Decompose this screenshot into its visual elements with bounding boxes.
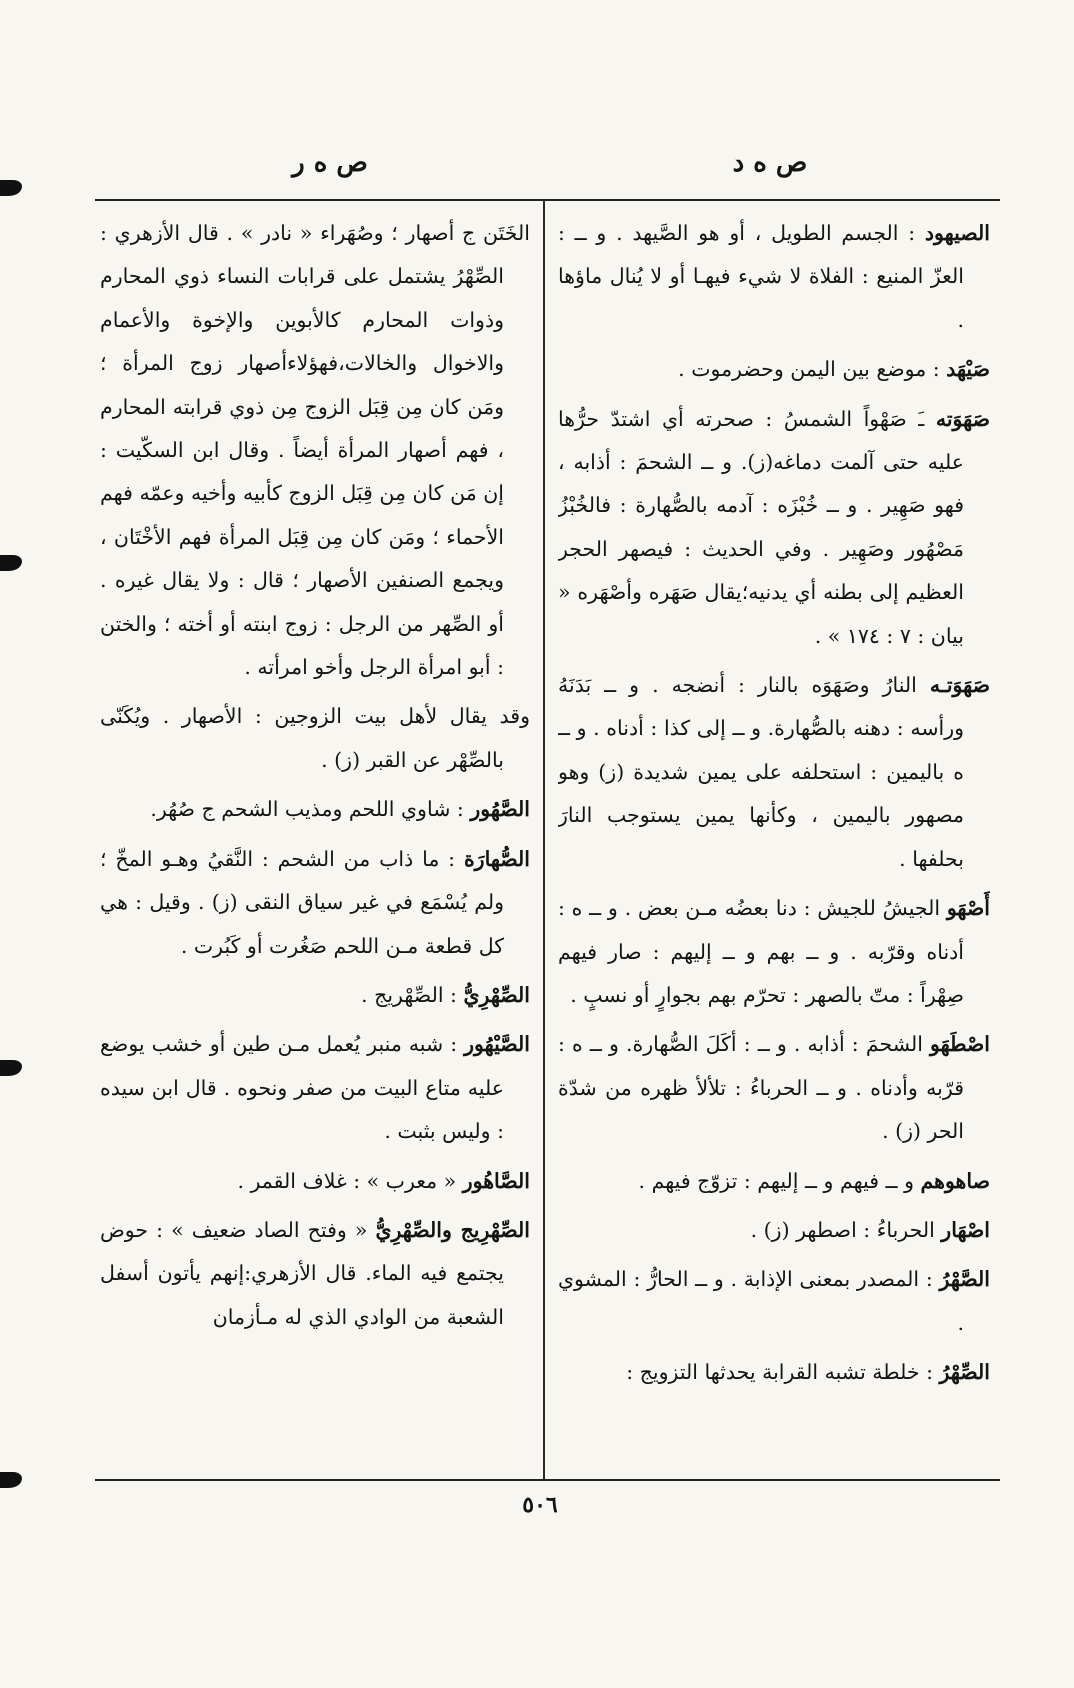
entry (558, 348, 990, 391)
entry-definition: الجيشُ للجيش : دنا بعضُه مـن بعض . و ــ ه : أدناه وقرّبه . و ــ بهم و ــ إليهم : صار فيهم صِهْراً : متّ بالصهر : تحرّم بهم بجوارٍ أو نسبٍ . (558, 896, 964, 1007)
entry-headword: صَيْهَد (946, 357, 990, 382)
entry (100, 1023, 530, 1153)
running-header-left: ص ه ر (292, 148, 368, 178)
entry-headword: الصَّهُور (470, 797, 530, 822)
entry-headword: الصيهود (924, 221, 990, 245)
entry-definition: الشحمَ : أذابه . و ــ : أكَلَ الصُّهارة. و ــ ه : قرّبه وأدناه . و ــ الحرباءُ : تلألأ ظهره من شدّة الحر (ز) . (558, 1032, 964, 1144)
entry-definition: ـَ صَهْواً الشمسُ : صحرته أي اشتدّ حرُّها عليه حتى آلمت دماغه(ز). و ــ الشحمَ : أذابه ، فهو صَهِير . و ــ خُبْزَه : آدمه بالصُّهارة : فالخُبْزُ مَصْهُور وصَهِير . وفي الحديث : فيصهر الحجر العظيم إلى بطنه أي يدنيه؛يقال صَهَره وأصْهَره « بيان : ٧ : ١٧٤ » . (558, 406, 964, 648)
entry (100, 1160, 530, 1203)
entry-headword: أَصْهَو (946, 896, 990, 921)
entry (100, 974, 530, 1017)
entry (100, 695, 530, 782)
entry (100, 788, 530, 831)
entry-headword: صَهَوَته (935, 406, 990, 431)
entry-definition: و ــ فيهم و ــ إليهم : تزوّج فيهم . (638, 1168, 921, 1193)
entry (558, 1351, 990, 1394)
entry (558, 1023, 990, 1153)
running-header-right: ص ه د (732, 148, 808, 178)
entry (558, 887, 990, 1017)
entry-definition: : ما ذاب من الشحم : النَّقيُ وهـو المخّ ؛ ولم يُسْمَع في غير سياق النقى (ز) . وقيل : هي كل قطعة مـن اللحم صَغُرت أو كَبُرت . (100, 846, 504, 958)
entry-definition: : الجسم الطويل ، أو هو الصَّيهد . و ــ : العزّ المنيع : الفلاة لا شيء فيهـا أو لا يُنال ماؤها . (558, 221, 964, 332)
entry (558, 1209, 990, 1252)
entry (558, 1160, 990, 1203)
right-column (558, 212, 990, 1472)
entry-headword: اصْطَهَو (930, 1032, 990, 1057)
top-rule (95, 199, 1000, 201)
entry-headword: الصِّهْرِيُّ (463, 982, 530, 1007)
entry (100, 1209, 530, 1339)
entry-definition: وقد يقال لأهل بيت الزوجين : الأصهار . ويُكَنّى بالصِّهْر عن القبر (ز) . (100, 704, 530, 772)
entry-definition: النارُ وصَهَوَه بالنار : أنضجه . و ــ بَدَنَهُ ورأسه : دهنه بالصُّهارة. و ــ إلى كذا : أدناه . و ــ ه باليمين : استحلفه على يمين شديدة (ز) وهو مصهور باليمين ، وكأنها يمين يستوجب النارَ بحلفها . (558, 673, 964, 871)
entry (100, 212, 530, 689)
entry-headword: اصْهَار (941, 1217, 990, 1242)
entry-definition: : خلطة تشبه القرابة يحدثها التزويج : (626, 1360, 940, 1385)
entry (558, 398, 990, 658)
column-divider (543, 200, 545, 1480)
entry-definition: : موضع بين اليمن وحضرموت . (678, 357, 947, 382)
entry-headword: صاهوهم (920, 1168, 990, 1193)
entry-headword: الصَّهْرُ (939, 1267, 990, 1292)
scan-edge-mark (0, 1472, 22, 1488)
scan-edge-mark (0, 180, 22, 196)
entry-headword: الصَّاهُور (462, 1168, 530, 1193)
entry-headword: الصِّهْرِيج والصِّهْرِيُّ (375, 1217, 530, 1242)
page-number: ٥٠٦ (522, 1492, 558, 1518)
entry-definition: « وفتح الصاد ضعيف » : حوض يجتمع فيه الماء. قال الأزهري:إنهم يأتون أسفل الشعبة من الوادي الذي له مـأزمان (100, 1217, 504, 1329)
entry-headword: الصُّهارَة (463, 846, 530, 871)
scan-edge-mark (0, 1060, 22, 1076)
entry (558, 664, 990, 881)
entry-definition: : شبه منبر يُعمل مـن طين أو خشب يوضع عليه متاع البيت من صفر ونحوه . قال ابن سيده : وليس بثبت . (100, 1032, 504, 1144)
entry-headword: صَهَوَتـه (929, 673, 990, 698)
left-column (100, 212, 530, 1472)
entry-headword: الصِّهْرُ (939, 1360, 990, 1385)
entry-definition: : المصدر بمعنى الإذابة . و ــ الحارُّ : المشوي . (558, 1267, 964, 1335)
entry-headword: الصَّيْهُور (464, 1032, 530, 1057)
entry-definition: الخَتَن ج أصهار ؛ وصُهَراء « نادر » . قال الأزهري : الصِّهْرُ يشتمل على قرابات النساء ذوي المحارم وذوات المحارم كالأبوين والإخوة والأعمام والاخوال والخالات،فهؤلاءأصهار زوج المرأة ؛ ومَن كان مِن قِبَل الزوج مِن ذوي قرابته المحارم ، فهم أصهار المرأة أيضاً . وقال ابن السكّيت : إن مَن كان مِن قِبَل الزوج كأبيه وأخيه وعمّه فهم الأحماء ؛ ومَن كان مِن قِبَل المرأة فهم الأخْتَان ، ويجمع الصنفين الأصهار ؛ قال : ولا يقال غيره . أو الصِّهر من الرجل : زوج ابنته أو أخته ؛ والختن : أبو امرأة الرجل وأخو امرأته . (100, 221, 530, 680)
entry-definition: « معرب » : غلاف القمر . (237, 1168, 463, 1193)
entry-definition: : الصِّهْريج . (361, 982, 464, 1007)
scan-edge-mark (0, 555, 22, 571)
bottom-rule (95, 1479, 1000, 1481)
entry (558, 1258, 990, 1345)
entry (558, 212, 990, 342)
entry-definition: : شاوي اللحم ومذيب الشحم ج صُهُر. (150, 797, 471, 822)
entry (100, 838, 530, 968)
entry-definition: الحرباءُ : اصطهر (ز) . (750, 1217, 942, 1242)
